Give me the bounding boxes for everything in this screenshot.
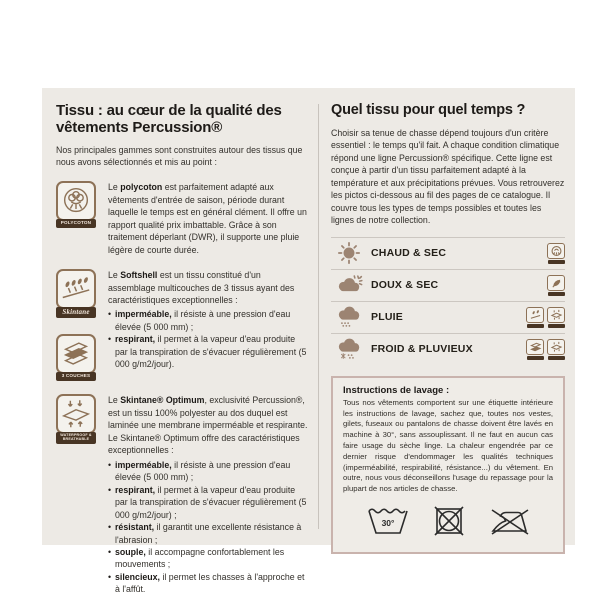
- section-polycoton: [56, 181, 308, 256]
- three-layers-badge-label: 3 COUCHES: [56, 372, 96, 381]
- softshell-text: Le Softshell est un tissu constitué d'un assemblage multicouches de 3 tissus ayant des caractéristiques exceptionnelles : • imperméable, il résiste à une pression d'eau élevée (5 000 mm) ; • respirant, il permet à la vapeur d'eau produite par la transpiration de s'évacuer régulièrement (5 000 g/m2/jour).: [108, 269, 308, 381]
- bullet-item: • imperméable, il résiste à une pression d'eau élevée (5 000 mm) ;: [108, 308, 308, 333]
- skintane-badge: [56, 269, 96, 318]
- three-layers-icon: [56, 334, 96, 374]
- right-intro: Choisir sa tenue de chasse dépend toujours d'un critère essentiel : le temps qu'il fait. A chaque condition climatique répond une ligne Percussion® spécifique. Cette ligne est conçue à partir d'un tissu parfaitement adapté à la température et aux précipitations prévues. Vous retrouverez les pictos ci-dessous au fil des pages de ce catalogue. Il couvre tous les types de temps possibles et toutes les lignes de notre collection.: [331, 128, 565, 226]
- left-column: [56, 100, 308, 595]
- waterproof-breathable-badge: [56, 394, 96, 444]
- washing-text: Tous nos vêtements comportent sur une étiquette intérieure les instructions de lavage, sachez que, toutes nos vestes, gilets, fuseaux ou pantalons de chasse doivent être lavés en machine à 30°, sans assouplissant. Il ne faut en aucun cas faire usage du sèche linge. La chaleur engendrée par ce dernier risque d'endommager les qualités techniques (imperméabilité, respirabilité, résistance...) du vêtement. En outre, nous vous déconseillons l'usage du repassage pour la plupart de nos articles de chasse.: [343, 397, 553, 494]
- laundry-symbols: [343, 495, 553, 546]
- weather-label: PLUIE: [371, 311, 403, 324]
- right-column: [331, 100, 565, 533]
- mini-waterproof-breathable-icon: [547, 307, 565, 328]
- mini-water-repellent-icon: [526, 307, 544, 328]
- bullet-item: • souple, il accompagne confortablement les mouvements ;: [108, 546, 308, 571]
- waterproof-breathable-badge-label: WATERPROOF & BREATHABLE: [56, 432, 96, 444]
- polycoton-badge-label: POLYCOTON: [56, 219, 96, 228]
- water-repellent-icon: [56, 269, 96, 309]
- content-panel: [42, 88, 575, 595]
- weather-row-chaud-sec: [331, 238, 565, 270]
- waterproof-breathable-icon: [56, 394, 96, 434]
- three-layers-badge: [56, 334, 96, 381]
- softshell-bullets: [108, 308, 308, 370]
- polycoton-text: Le polycoton est parfaitement adapté aux vêtements d'entrée de saison, période durant laquelle le temps est en général clément. Il offre un rapport qualité prix imbattable. Grâce à son traitement déperlant (DWR), il supporte une pluie légère de courte durée.: [108, 182, 307, 255]
- skintane-badge-label: Skintane: [56, 307, 96, 318]
- weather-row-doux-sec: [331, 270, 565, 302]
- cloud-rain-icon: [331, 304, 367, 330]
- mini-softshell-leaf-icon: [547, 275, 565, 296]
- bullet-item: • silencieux, il permet les chasses à l'approche et à l'affût.: [108, 571, 308, 596]
- left-intro: Nos principales gammes sont construites autour des tissus que nous avons sélectionnés et mis au point :: [56, 144, 303, 167]
- wash-30-icon: [365, 503, 411, 544]
- washing-title: Instructions de lavage :: [343, 384, 450, 396]
- mini-waterproof-breathable-icon: [547, 339, 565, 360]
- weather-row-froid-pluvieux: [331, 334, 565, 365]
- weather-row-pluie: [331, 302, 565, 334]
- mini-three-layers-icon: [526, 339, 544, 360]
- skintane-optimum-bullets: [108, 459, 308, 596]
- cloud-snow-icon: [331, 336, 367, 362]
- no-iron-icon: [487, 503, 531, 544]
- bullet-item: • imperméable, il résiste à une pression d'eau élevée (5 000 mm) ;: [108, 459, 308, 484]
- weather-table: [331, 237, 565, 365]
- no-tumble-dry-icon: [431, 503, 467, 544]
- polycoton-badge: [56, 181, 96, 228]
- cotton-circle-icon: [56, 181, 96, 221]
- washing-instructions-box: [331, 376, 565, 554]
- bullet-item: • respirant, il permet à la vapeur d'eau produite par la transpiration de s'évacuer régulièrement (5 000 g/m2/jour) ;: [108, 484, 308, 521]
- svg-text:30°: 30°: [381, 517, 395, 528]
- weather-label: DOUX & SEC: [371, 279, 439, 292]
- cloud-sun-icon: [331, 272, 367, 298]
- skintane-optimum-text: Le Skintane® Optimum, exclusivité Percussion®, est un tissu 100% polyester au dos duquel est laminée une membrane imperméable et respirante. Le Skintane® Optimum offre des caractéristiques exceptionnelles : • imperméable, il résiste à une pression d'eau élevée (5 000 mm) ; • respirant, il permet à la vapeur d'eau produite par la transpiration de s'évacuer régulièrement (5 000 g/m2/jour) ; • résistant, il garantit une excellente résistance à l'abrasion ; • souple, il accompagne confortablement les mouvements ; • silencieux, il permet les chasses à l'approche et à l'affût.: [108, 394, 308, 596]
- column-divider: [318, 104, 319, 529]
- left-title: Tissu : au cœur de la qualité des vêtements Percussion®: [56, 102, 282, 137]
- bullet-item: • résistant, il garantit une excellente résistance à l'abrasion ;: [108, 521, 308, 546]
- right-title: Quel tissu pour quel temps ?: [331, 102, 526, 118]
- weather-label: FROID & PLUVIEUX: [371, 343, 473, 356]
- mini-polycoton-icon: [547, 243, 565, 264]
- section-softshell: [56, 269, 308, 381]
- bullet-item: • respirant, il permet à la vapeur d'eau produite par la transpiration de s'évacuer régulièrement (5 000 g/m2/jour).: [108, 333, 308, 370]
- weather-label: CHAUD & SEC: [371, 247, 447, 260]
- sun-icon: [331, 240, 367, 266]
- section-skintane-optimum: [56, 394, 308, 596]
